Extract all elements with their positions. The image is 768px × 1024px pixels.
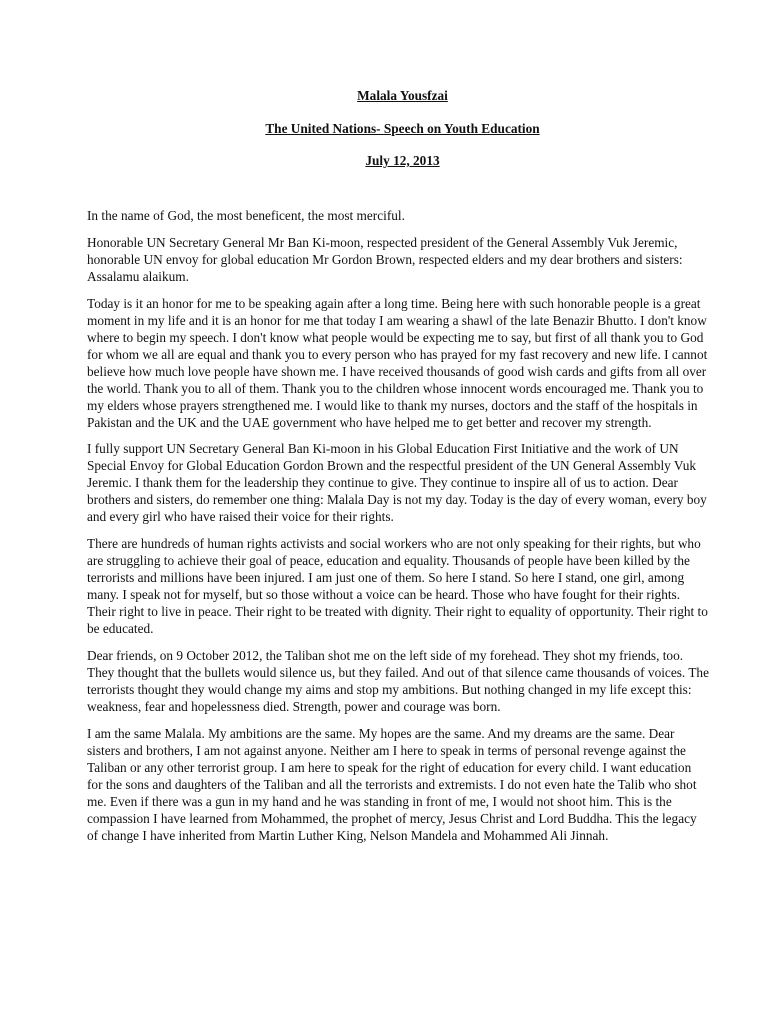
document-title: The United Nations- Speech on Youth Education (265, 120, 540, 136)
paragraph-7: I am the same Malala. My ambitions are the same. My hopes are the same. And my dreams are the same. Dear sisters and brothers, I am not against anyone. Neither am I here to speak in terms of personal revenge against the Taliban or any other terrorist group. I am here to speak for the right of education for every child. I want education for the sons and daughters of the Taliban and all the terrorists and extremists. I do not even hate the Talib who shot me. Even if there was a gun in my hand and he was standing in front of me, I would not shoot him. This is the compassion I have learned from Mohammed, the prophet of mercy, Jesus Christ and Lord Buddha. This the legacy of change I have inherited from Martin Luther King, Nelson Mandela and Mohammed Ali Jinnah. (87, 725, 697, 843)
document-header (95, 88, 710, 169)
document-body (87, 207, 710, 844)
paragraph-2: Honorable UN Secretary General Mr Ban Ki-moon, respected president of the General Assembly Vuk Jeremic, honorable UN envoy for global education Mr Gordon Brown, respected elders and my dear brothers and sisters: Assalamu alaikum. (87, 234, 683, 284)
paragraph-5: There are hundreds of human rights activists and social workers who are not only speaking for their rights, but who are struggling to achieve their goal of peace, education and equality. Thousands of people have been killed by the terrorists and millions have been injured. I am just one of them. So here I stand. So here I stand, one girl, among many. I speak not for myself, but so those without a voice can be heard. Those who have fought for their rights. Their right to live in peace. Their right to be treated with dignity. Their right to equality of opportunity. Their right to be educated. (87, 536, 708, 637)
paragraph-4: I fully support UN Secretary General Ban Ki-moon in his Global Education First Initiative and the work of UN Special Envoy for Global Education Gordon Brown and the respectful president of the UN General Assembly Vuk Jeremic. I thank them for the leadership they continue to give. They continue to inspire all of us to action. Dear brothers and sisters, do remember one thing: Malala Day is not my day. Today is the day of every woman, every boy and every girl who have raised their voice for their rights. (87, 441, 707, 525)
paragraph-6: Dear friends, on 9 October 2012, the Taliban shot me on the left side of my forehead. They shot my friends, too. They thought that the bullets would silence us, but they failed. And out of that silence came thousands of voices. The terrorists thought they would change my aims and stop my ambitions. But nothing changed in my life except this: weakness, fear and hopelessness died. Strength, power and courage was born. (87, 647, 709, 714)
document-date: July 12, 2013 (365, 153, 440, 168)
paragraph-3: Today is it an honor for me to be speaking again after a long time. Being here with such honorable people is a great moment in my life and it is an honor for me that today I am wearing a shawl of the late Benazir Bhutto. I don't know where to begin my speech. I don't know what people would be expecting me to say, but first of all thank you to God for whom we all are equal and thank you to every person who has prayed for my fast recovery and new life. I cannot believe how much love people have shown me. I have received thousands of good wish cards and gifts from all over the world. Thank you to all of them. Thank you to the children whose innocent words encouraged me. Thank you to my elders whose prayers strengthened me. I would like to thank my nurses, doctors and the staff of the hospitals in Pakistan and the UK and the UAE government who have helped me to get better and recover my strength. (87, 295, 708, 430)
author-name: Malala Yousfzai (357, 88, 448, 103)
paragraph-1: In the name of God, the most beneficent, the most merciful. (87, 208, 405, 223)
